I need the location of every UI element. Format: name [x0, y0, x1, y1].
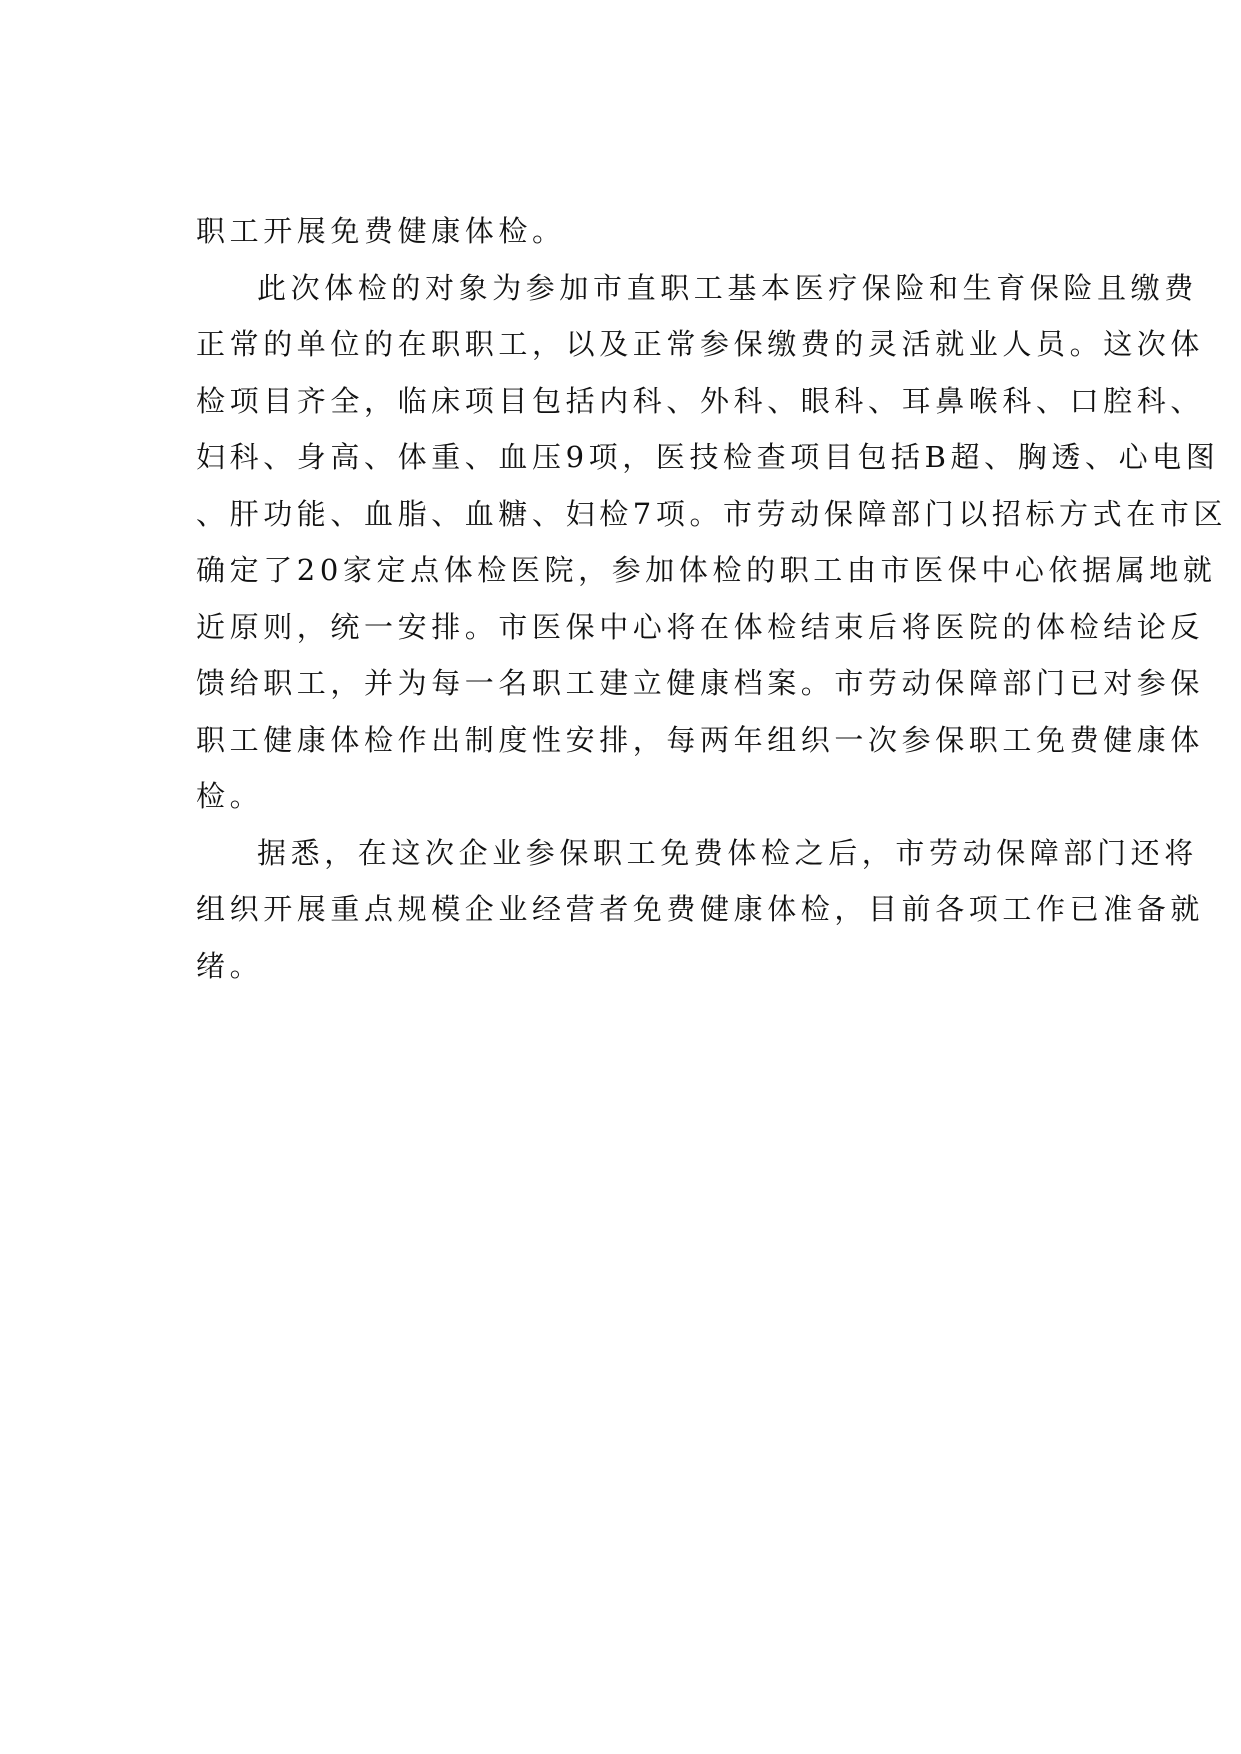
paragraph-2-line-0: 据悉，在这次企业参保职工免费体检之后，市劳动保障部门还将 — [257, 835, 1198, 870]
paragraph-1-line-7: 馈给职工，并为每一名职工建立健康档案。市劳动保障部门已对参保 — [196, 666, 1205, 700]
paragraph-1-line-5: 确定了20家定点体检医院，参加体检的职工由市医保中心依据属地就 — [196, 553, 1217, 587]
document-body — [196, 203, 1228, 994]
paragraph-1-line-9: 检。 — [196, 779, 264, 813]
paragraph-2-line-2: 绪。 — [196, 948, 264, 983]
paragraph-0-line-0: 职工开展免费健康体检。 — [196, 214, 566, 248]
paragraph-1-line-4: 、肝功能、血脂、血糖、妇检7项。市劳动保障部门以招标方式在市区 — [196, 496, 1228, 531]
paragraph-1-line-8: 职工健康体检作出制度性安排，每两年组织一次参保职工免费健康体 — [196, 722, 1205, 757]
paragraph-1-line-6: 近原则，统一安排。市医保中心将在体检结束后将医院的体检结论反 — [196, 609, 1205, 644]
paragraph-1-line-3: 妇科、身高、体重、血压9项，医技检查项目包括B超、胸透、心电图 — [196, 440, 1220, 474]
paragraph-1-line-0: 此次体检的对象为参加市直职工基本医疗保险和生育保险且缴费 — [257, 270, 1198, 305]
paragraph-1-line-1: 正常的单位的在职职工，以及正常参保缴费的灵活就业人员。这次体 — [196, 327, 1205, 361]
paragraph-1-line-2: 检项目齐全，临床项目包括内科、外科、眼科、耳鼻喉科、口腔科、 — [196, 383, 1205, 418]
paragraph-2-line-1: 组织开展重点规模企业经营者免费健康体检，目前各项工作已准备就 — [196, 892, 1205, 926]
